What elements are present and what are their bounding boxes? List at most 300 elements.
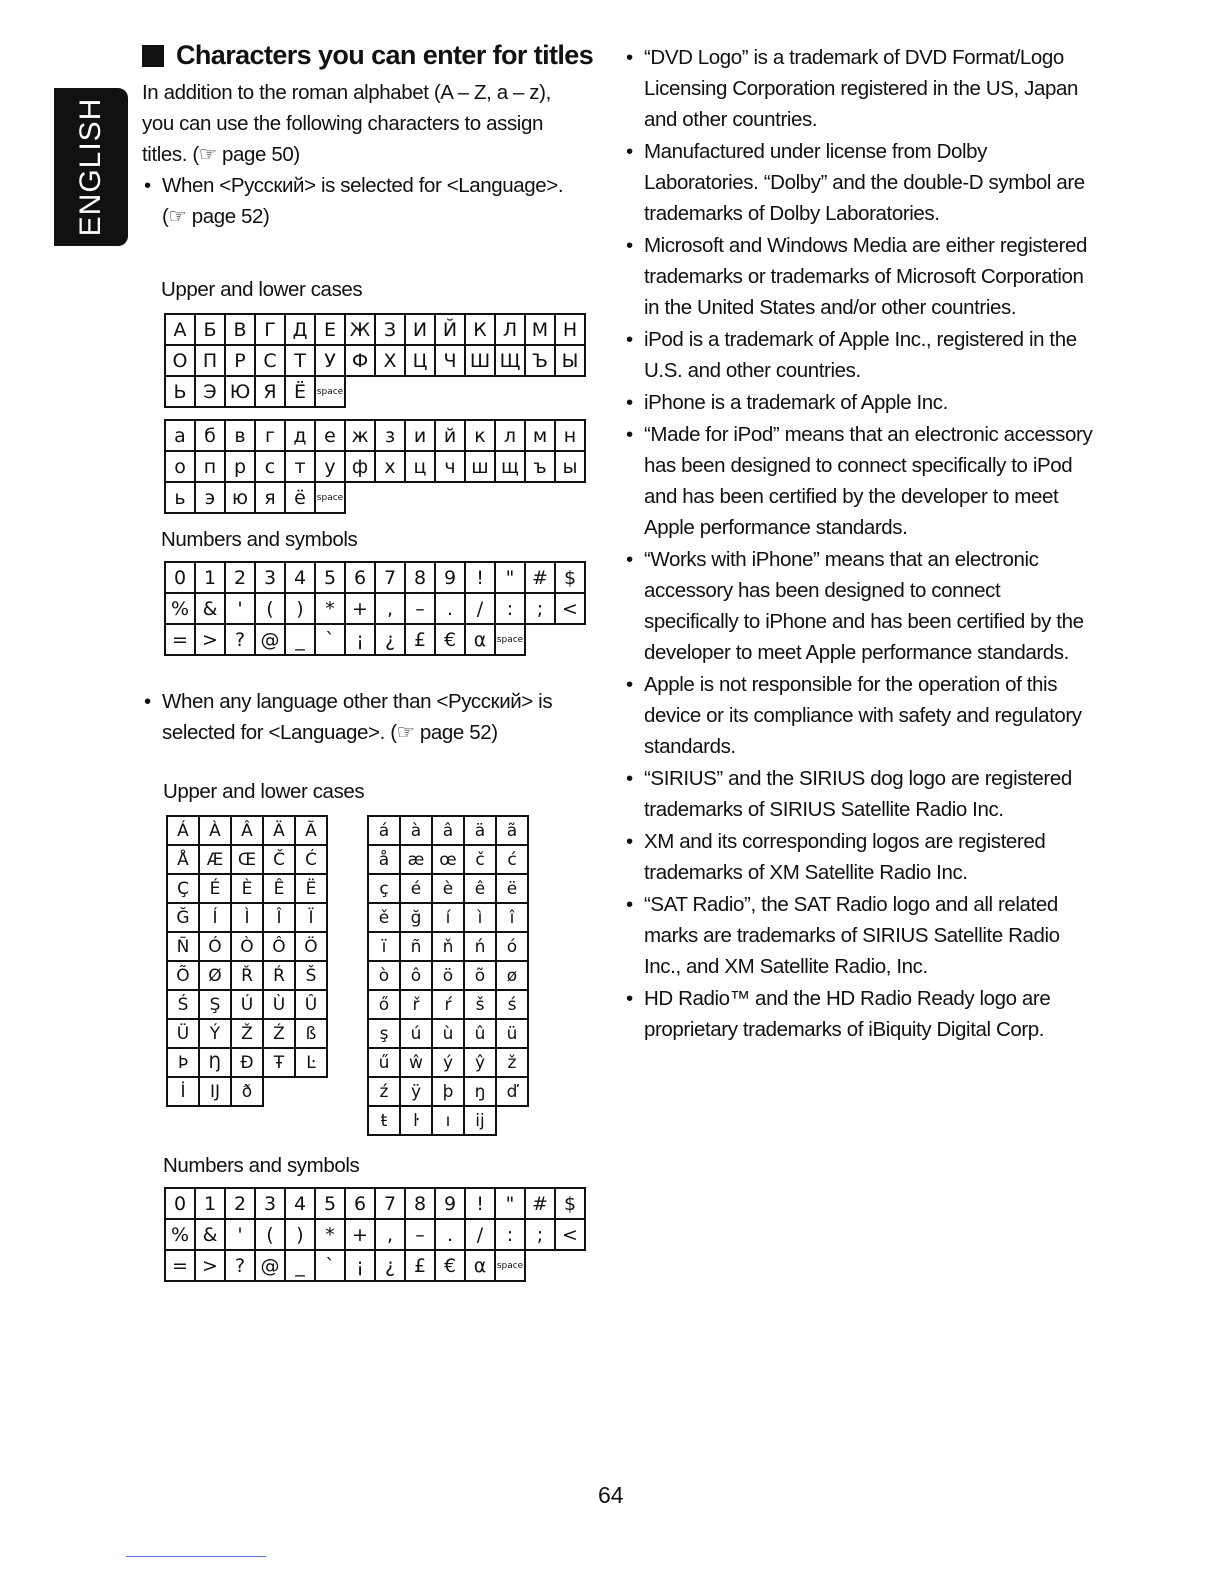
trademark-bullet: • “Works with iPhone” means that an electronic accessory has been designed to connect specifically to iPhone and has been certified by the developer to meet Apple performance standards. bbox=[624, 544, 1094, 668]
character-cell: 8 bbox=[405, 1188, 435, 1219]
character-cell: С bbox=[255, 345, 285, 376]
character-cell: 5 bbox=[315, 562, 345, 593]
numbers-label-1: Numbers and symbols bbox=[161, 528, 358, 551]
character-cell: à bbox=[400, 816, 432, 845]
character-cell: ð bbox=[231, 1077, 263, 1106]
character-cell: α bbox=[465, 1250, 495, 1281]
character-cell: space bbox=[315, 376, 345, 407]
character-cell: , bbox=[375, 1219, 405, 1250]
character-cell: ı bbox=[432, 1106, 464, 1135]
page-number: 64 bbox=[598, 1482, 624, 1508]
grid-row bbox=[368, 1019, 528, 1048]
character-cell: з bbox=[375, 420, 405, 451]
character-cell: £ bbox=[405, 1250, 435, 1281]
empty-cell bbox=[525, 1250, 555, 1281]
character-cell: þ bbox=[432, 1077, 464, 1106]
trademark-bullet: • iPhone is a trademark of Apple Inc. bbox=[624, 387, 1094, 418]
character-cell: á bbox=[368, 816, 400, 845]
character-cell: # bbox=[525, 562, 555, 593]
character-cell: 5 bbox=[315, 1188, 345, 1219]
character-cell: ' bbox=[225, 593, 255, 624]
character-cell: ) bbox=[285, 1219, 315, 1250]
character-cell: % bbox=[165, 1219, 195, 1250]
character-cell: К bbox=[465, 314, 495, 345]
character-cell: Ñ bbox=[167, 932, 199, 961]
character-cell: 4 bbox=[285, 562, 315, 593]
character-cell: Т bbox=[285, 345, 315, 376]
character-cell: ! bbox=[465, 1188, 495, 1219]
trademark-bullet: • Apple is not responsible for the operation of this device or its compliance with safety and regulatory standards. bbox=[624, 669, 1094, 762]
language-tab bbox=[54, 88, 128, 246]
grid-row bbox=[368, 845, 528, 874]
character-cell: Ĳ bbox=[199, 1077, 231, 1106]
character-cell: М bbox=[525, 314, 555, 345]
character-cell: п bbox=[195, 451, 225, 482]
character-cell: ň bbox=[432, 932, 464, 961]
character-cell: 0 bbox=[165, 562, 195, 593]
character-cell: Е bbox=[315, 314, 345, 345]
character-cell: < bbox=[555, 593, 585, 624]
character-cell: ? bbox=[225, 624, 255, 655]
character-cell: é bbox=[400, 874, 432, 903]
character-cell: ĳ bbox=[464, 1106, 496, 1135]
character-cell: 2 bbox=[225, 562, 255, 593]
character-cell: Î bbox=[263, 903, 295, 932]
character-cell: @ bbox=[255, 624, 285, 655]
character-cell: ź bbox=[368, 1077, 400, 1106]
character-cell: ч bbox=[435, 451, 465, 482]
character-cell: ő bbox=[368, 990, 400, 1019]
character-cell: = bbox=[165, 1250, 195, 1281]
character-cell: Й bbox=[435, 314, 465, 345]
character-cell: ý bbox=[432, 1048, 464, 1077]
character-cell: 3 bbox=[255, 562, 285, 593]
character-cell: ` bbox=[315, 624, 345, 655]
character-cell: Ï bbox=[295, 903, 327, 932]
character-cell: $ bbox=[555, 1188, 585, 1219]
character-cell: с bbox=[255, 451, 285, 482]
character-cell: = bbox=[165, 624, 195, 655]
grid-row bbox=[165, 451, 585, 482]
character-cell: 1 bbox=[195, 562, 225, 593]
empty-cell bbox=[295, 1077, 327, 1106]
empty-cell bbox=[555, 624, 585, 655]
character-cell: г bbox=[255, 420, 285, 451]
empty-cell bbox=[345, 482, 375, 513]
empty-cell bbox=[496, 1106, 528, 1135]
character-cell: ъ bbox=[525, 451, 555, 482]
empty-cell bbox=[495, 376, 525, 407]
character-cell: Ó bbox=[199, 932, 231, 961]
grid-row bbox=[165, 624, 585, 655]
left-column bbox=[142, 40, 602, 232]
grid-row bbox=[167, 961, 327, 990]
character-cell: > bbox=[195, 1250, 225, 1281]
character-cell: к bbox=[465, 420, 495, 451]
grid-row bbox=[165, 1188, 585, 1219]
character-cell: Ё bbox=[285, 376, 315, 407]
character-cell: а bbox=[165, 420, 195, 451]
character-cell: т bbox=[285, 451, 315, 482]
character-cell: н bbox=[555, 420, 585, 451]
character-cell: Á bbox=[167, 816, 199, 845]
trademark-bullet: • Microsoft and Windows Media are either registered trademarks or trademarks of Microsoft Corporation in the United States and/or other countries. bbox=[624, 230, 1094, 323]
character-cell: Å bbox=[167, 845, 199, 874]
character-cell: í bbox=[432, 903, 464, 932]
grid-row bbox=[165, 1250, 585, 1281]
character-cell: Ŀ bbox=[295, 1048, 327, 1077]
character-cell: + bbox=[345, 1219, 375, 1250]
character-cell: € bbox=[435, 1250, 465, 1281]
character-cell: ŋ bbox=[464, 1077, 496, 1106]
character-cell: 6 bbox=[345, 562, 375, 593]
character-cell: ? bbox=[225, 1250, 255, 1281]
empty-cell bbox=[375, 482, 405, 513]
grid-row bbox=[368, 932, 528, 961]
character-cell: Х bbox=[375, 345, 405, 376]
character-cell: Я bbox=[255, 376, 285, 407]
character-cell: ì bbox=[464, 903, 496, 932]
empty-cell bbox=[525, 482, 555, 513]
cyrillic-upper-grid bbox=[164, 313, 586, 408]
character-cell: ű bbox=[368, 1048, 400, 1077]
character-cell: @ bbox=[255, 1250, 285, 1281]
character-cell: space bbox=[495, 624, 525, 655]
character-cell: Ğ bbox=[167, 903, 199, 932]
character-cell: Ц bbox=[405, 345, 435, 376]
character-cell: Ŋ bbox=[199, 1048, 231, 1077]
character-cell: È bbox=[231, 874, 263, 903]
character-cell: 8 bbox=[405, 562, 435, 593]
character-cell: õ bbox=[464, 961, 496, 990]
grid-row bbox=[368, 1106, 528, 1135]
character-cell: З bbox=[375, 314, 405, 345]
character-cell: Ì bbox=[231, 903, 263, 932]
footer-rule bbox=[126, 1556, 266, 1557]
character-cell: Ã bbox=[295, 816, 327, 845]
character-cell: ц bbox=[405, 451, 435, 482]
character-cell: Ь bbox=[165, 376, 195, 407]
character-cell: Ê bbox=[263, 874, 295, 903]
character-cell: 1 bbox=[195, 1188, 225, 1219]
character-cell: Ъ bbox=[525, 345, 555, 376]
character-cell: Š bbox=[295, 961, 327, 990]
character-cell: ç bbox=[368, 874, 400, 903]
character-cell: Ò bbox=[231, 932, 263, 961]
character-cell: ß bbox=[295, 1019, 327, 1048]
grid-row bbox=[368, 990, 528, 1019]
character-cell: й bbox=[435, 420, 465, 451]
character-cell: ы bbox=[555, 451, 585, 482]
character-cell: Ź bbox=[263, 1019, 295, 1048]
grid-row bbox=[165, 376, 585, 407]
character-cell: Ŧ bbox=[263, 1048, 295, 1077]
numbers-label-2: Numbers and symbols bbox=[163, 1154, 360, 1177]
character-cell: ô bbox=[400, 961, 432, 990]
character-cell: Ф bbox=[345, 345, 375, 376]
character-cell: я bbox=[255, 482, 285, 513]
empty-cell bbox=[525, 624, 555, 655]
character-cell: Đ bbox=[231, 1048, 263, 1077]
character-cell: Щ bbox=[495, 345, 525, 376]
grid-row bbox=[167, 932, 327, 961]
trademark-bullet: • Manufactured under license from Dolby Laboratories. “Dolby” and the double-D symbol are trademarks of Dolby Laboratories. bbox=[624, 136, 1094, 229]
character-cell: Û bbox=[295, 990, 327, 1019]
character-cell: ( bbox=[255, 593, 285, 624]
character-cell: и bbox=[405, 420, 435, 451]
character-cell: ä bbox=[464, 816, 496, 845]
grid-row bbox=[167, 874, 327, 903]
character-cell: ë bbox=[496, 874, 528, 903]
character-cell: ŀ bbox=[400, 1106, 432, 1135]
character-cell: ò bbox=[368, 961, 400, 990]
character-cell: Ö bbox=[295, 932, 327, 961]
character-cell: Ë bbox=[295, 874, 327, 903]
character-cell: ã bbox=[496, 816, 528, 845]
character-cell: Æ bbox=[199, 845, 231, 874]
character-cell: Р bbox=[225, 345, 255, 376]
heading-square-icon bbox=[142, 45, 164, 67]
character-cell: space bbox=[315, 482, 345, 513]
grid-row bbox=[165, 593, 585, 624]
empty-cell bbox=[405, 376, 435, 407]
character-cell: Ú bbox=[231, 990, 263, 1019]
character-cell: É bbox=[199, 874, 231, 903]
character-cell: щ bbox=[495, 451, 525, 482]
empty-cell bbox=[465, 376, 495, 407]
character-cell: м bbox=[525, 420, 555, 451]
character-cell: П bbox=[195, 345, 225, 376]
trademark-bullet: • XM and its corresponding logos are registered trademarks of XM Satellite Radio Inc. bbox=[624, 826, 1094, 888]
character-cell: ш bbox=[465, 451, 495, 482]
character-cell: х bbox=[375, 451, 405, 482]
character-cell: % bbox=[165, 593, 195, 624]
character-cell: Þ bbox=[167, 1048, 199, 1077]
character-cell: space bbox=[495, 1250, 525, 1281]
character-cell: œ bbox=[432, 845, 464, 874]
character-cell: İ bbox=[167, 1077, 199, 1106]
latin-upper-grid bbox=[166, 815, 328, 1107]
grid-row bbox=[165, 314, 585, 345]
character-cell: Â bbox=[231, 816, 263, 845]
grid-row bbox=[368, 1077, 528, 1106]
character-cell: 4 bbox=[285, 1188, 315, 1219]
character-cell: р bbox=[225, 451, 255, 482]
character-cell: ù bbox=[432, 1019, 464, 1048]
character-cell: , bbox=[375, 593, 405, 624]
grid-row bbox=[368, 1048, 528, 1077]
character-cell: : bbox=[495, 1219, 525, 1250]
character-cell: ž bbox=[496, 1048, 528, 1077]
character-cell: > bbox=[195, 624, 225, 655]
character-cell: ( bbox=[255, 1219, 285, 1250]
cyrillic-lower-grid bbox=[164, 419, 586, 514]
upper-lower-label-2: Upper and lower cases bbox=[163, 780, 365, 803]
character-cell: Э bbox=[195, 376, 225, 407]
character-cell: ø bbox=[496, 961, 528, 990]
trademark-bullet: • iPod is a trademark of Apple Inc., registered in the U.S. and other countries. bbox=[624, 324, 1094, 386]
empty-cell bbox=[495, 482, 525, 513]
character-cell: # bbox=[525, 1188, 555, 1219]
symbols-grid-1 bbox=[164, 561, 586, 656]
section-title: Characters you can enter for titles bbox=[176, 40, 594, 70]
character-cell: ï bbox=[368, 932, 400, 961]
character-cell: * bbox=[315, 593, 345, 624]
character-cell: Л bbox=[495, 314, 525, 345]
character-cell: ê bbox=[464, 874, 496, 903]
character-cell: Õ bbox=[167, 961, 199, 990]
character-cell: ь bbox=[165, 482, 195, 513]
character-cell: ж bbox=[345, 420, 375, 451]
empty-cell bbox=[525, 376, 555, 407]
character-cell: Ŕ bbox=[263, 961, 295, 990]
character-cell: ě bbox=[368, 903, 400, 932]
section-heading bbox=[142, 40, 602, 71]
character-cell: æ bbox=[400, 845, 432, 874]
trademark-bullet: • HD Radio™ and the HD Radio Ready logo are proprietary trademarks of iBiquity Digital Corp. bbox=[624, 983, 1094, 1045]
empty-cell bbox=[465, 482, 495, 513]
character-cell: € bbox=[435, 624, 465, 655]
character-cell: Ô bbox=[263, 932, 295, 961]
bullet-russian: • When <Русский> is selected for <Language>. (☞ page 52) bbox=[142, 170, 582, 232]
character-cell: / bbox=[465, 593, 495, 624]
grid-row bbox=[167, 845, 327, 874]
character-cell: : bbox=[495, 593, 525, 624]
character-cell: ¡ bbox=[345, 1250, 375, 1281]
character-cell: ' bbox=[225, 1219, 255, 1250]
grid-row bbox=[167, 903, 327, 932]
grid-row bbox=[167, 1077, 327, 1106]
character-cell: ń bbox=[464, 932, 496, 961]
empty-cell bbox=[405, 482, 435, 513]
grid-row bbox=[165, 420, 585, 451]
character-cell: 6 bbox=[345, 1188, 375, 1219]
character-cell: Ć bbox=[295, 845, 327, 874]
character-cell: 7 bbox=[375, 562, 405, 593]
character-cell: û bbox=[464, 1019, 496, 1048]
character-cell: Ы bbox=[555, 345, 585, 376]
character-cell: ŵ bbox=[400, 1048, 432, 1077]
character-cell: . bbox=[435, 593, 465, 624]
character-cell: ; bbox=[525, 593, 555, 624]
empty-cell bbox=[435, 376, 465, 407]
character-cell: α bbox=[465, 624, 495, 655]
character-cell: Í bbox=[199, 903, 231, 932]
character-cell: 0 bbox=[165, 1188, 195, 1219]
character-cell: И bbox=[405, 314, 435, 345]
character-cell: Д bbox=[285, 314, 315, 345]
character-cell: Ж bbox=[345, 314, 375, 345]
empty-cell bbox=[555, 1250, 585, 1281]
grid-row bbox=[165, 345, 585, 376]
empty-cell bbox=[345, 376, 375, 407]
grid-row bbox=[167, 816, 327, 845]
character-cell: 7 bbox=[375, 1188, 405, 1219]
character-cell: О bbox=[165, 345, 195, 376]
character-cell: ` bbox=[315, 1250, 345, 1281]
character-cell: б bbox=[195, 420, 225, 451]
character-cell: – bbox=[405, 593, 435, 624]
right-column bbox=[624, 42, 1094, 1046]
character-cell: ö bbox=[432, 961, 464, 990]
upper-lower-label-1: Upper and lower cases bbox=[161, 278, 363, 301]
character-cell: Ù bbox=[263, 990, 295, 1019]
character-cell: Ş bbox=[199, 990, 231, 1019]
character-cell: ú bbox=[400, 1019, 432, 1048]
character-cell: $ bbox=[555, 562, 585, 593]
latin-lower-grid bbox=[367, 815, 529, 1136]
character-cell: А bbox=[165, 314, 195, 345]
grid-row bbox=[368, 903, 528, 932]
character-cell: 3 bbox=[255, 1188, 285, 1219]
character-cell: в bbox=[225, 420, 255, 451]
symbols-grid-2 bbox=[164, 1187, 586, 1282]
trademark-bullet: • “SIRIUS” and the SIRIUS dog logo are registered trademarks of SIRIUS Satellite Radio Inc. bbox=[624, 763, 1094, 825]
character-cell: о bbox=[165, 451, 195, 482]
character-cell: Ś bbox=[167, 990, 199, 1019]
character-cell: ü bbox=[496, 1019, 528, 1048]
grid-row bbox=[368, 961, 528, 990]
character-cell: ş bbox=[368, 1019, 400, 1048]
character-cell: £ bbox=[405, 624, 435, 655]
character-cell: " bbox=[495, 1188, 525, 1219]
character-cell: ÿ bbox=[400, 1077, 432, 1106]
bullet-other-language: • When any language other than <Русский> is selected for <Language>. (☞ page 52) bbox=[142, 686, 592, 748]
character-cell: 9 bbox=[435, 562, 465, 593]
language-tab-label: ENGLISH bbox=[74, 97, 107, 237]
grid-row bbox=[167, 1048, 327, 1077]
character-cell: ć bbox=[496, 845, 528, 874]
trademark-bullet: • “Made for iPod” means that an electronic accessory has been designed to connect specifically to iPod and has been certified by the developer to meet Apple performance standards. bbox=[624, 419, 1094, 543]
character-cell: & bbox=[195, 593, 225, 624]
character-cell: д bbox=[285, 420, 315, 451]
character-cell: _ bbox=[285, 1250, 315, 1281]
character-cell: š bbox=[464, 990, 496, 1019]
character-cell: â bbox=[432, 816, 464, 845]
character-cell: _ bbox=[285, 624, 315, 655]
grid-row bbox=[368, 816, 528, 845]
grid-row bbox=[165, 1219, 585, 1250]
character-cell: ŕ bbox=[432, 990, 464, 1019]
trademark-bullet: • “SAT Radio”, the SAT Radio logo and all related marks are trademarks of SIRIUS Satellite Radio Inc., and XM Satellite Radio, Inc. bbox=[624, 889, 1094, 982]
character-cell: ё bbox=[285, 482, 315, 513]
character-cell: 2 bbox=[225, 1188, 255, 1219]
character-cell: ю bbox=[225, 482, 255, 513]
grid-row bbox=[165, 562, 585, 593]
grid-row bbox=[368, 874, 528, 903]
intro-paragraph: In addition to the roman alphabet (A – Z, a – z), you can use the following characters to assign titles. (☞ page 50) bbox=[142, 81, 551, 166]
character-cell: ) bbox=[285, 593, 315, 624]
character-cell: " bbox=[495, 562, 525, 593]
character-cell: À bbox=[199, 816, 231, 845]
empty-cell bbox=[375, 376, 405, 407]
character-cell: Г bbox=[255, 314, 285, 345]
character-cell: / bbox=[465, 1219, 495, 1250]
character-cell: ; bbox=[525, 1219, 555, 1250]
character-cell: ř bbox=[400, 990, 432, 1019]
character-cell: č bbox=[464, 845, 496, 874]
character-cell: ¡ bbox=[345, 624, 375, 655]
empty-cell bbox=[263, 1077, 295, 1106]
character-cell: ! bbox=[465, 562, 495, 593]
character-cell: Ø bbox=[199, 961, 231, 990]
character-cell: Ч bbox=[435, 345, 465, 376]
character-cell: у bbox=[315, 451, 345, 482]
character-cell: Б bbox=[195, 314, 225, 345]
trademark-bullet: • “DVD Logo” is a trademark of DVD Format/Logo Licensing Corporation registered in the US, Japan and other countries. bbox=[624, 42, 1094, 135]
character-cell: ф bbox=[345, 451, 375, 482]
character-cell: è bbox=[432, 874, 464, 903]
